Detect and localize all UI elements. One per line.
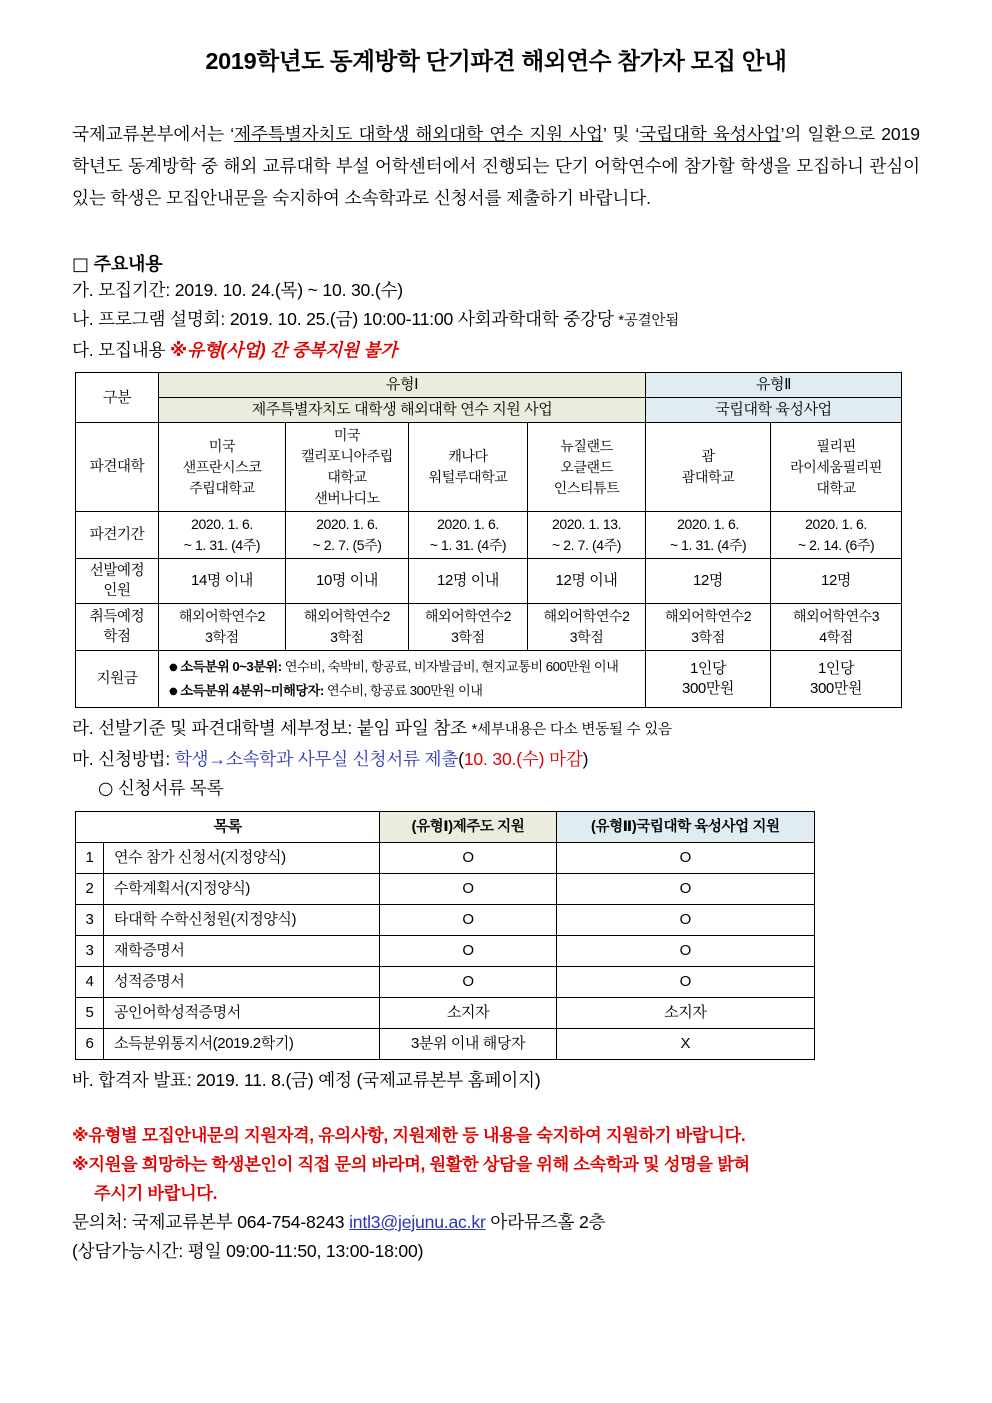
- intro-paragraph: [72, 76, 920, 214]
- item-d-text: 라. 선발기준 및 파견대학별 세부정보: 붙임 파일 참조: [72, 718, 472, 739]
- cell-credit-2: 해외어학연수2 3학점: [409, 604, 528, 651]
- bullet-icon: ●: [169, 686, 178, 698]
- warning-line-2: ※지원을 희망하는 학생본인이 직접 문의 바라며, 원활한 상담을 위해 소속학과 및 성명을 밝혀: [72, 1154, 750, 1175]
- row-label-headcount: 선발예정 인원: [76, 559, 159, 604]
- table-row-period: [76, 512, 902, 559]
- doc-type1-6: 3분위 이내 해당자: [380, 1029, 556, 1060]
- item-e-sub-label: 신청서류 목록: [117, 778, 224, 799]
- funding-bullet-2: [169, 679, 637, 703]
- funding-bullet-1-bold: 소득분위 0~3분위:: [180, 659, 282, 674]
- table-row-funding: [76, 651, 902, 708]
- section-heading-label: 주요내용: [93, 254, 163, 274]
- docs-header-type2: (유형Ⅱ)국립대학 육성사업 지원: [556, 812, 814, 843]
- cell-period-3: 2020. 1. 13. ~ 2. 7. (4주): [528, 512, 646, 559]
- cell-credit-5: 해외어학연수3 4학점: [771, 604, 902, 651]
- intro-underline1: 제주특별자치도 대학생 해외대학 연수 지원 사업: [234, 124, 603, 144]
- doc-type1-3: O: [380, 936, 556, 967]
- docs-header-row: [76, 812, 815, 843]
- doc-no-3: 3: [76, 936, 104, 967]
- cell-university-0: 미국 샌프란시스코 주립대학교: [159, 423, 286, 512]
- contact-line: [72, 1208, 920, 1237]
- cell-headcount-5: 12명: [771, 559, 902, 604]
- warning-line-1: ※유형별 모집안내문의 지원자격, 유의사항, 지원제한 등 내용을 숙지하여 지원하기 바랍니다.: [72, 1125, 746, 1146]
- funding-bullet-1-rest: 연수비, 숙박비, 항공료, 비자발급비, 현지교통비 600만원 이내: [281, 659, 619, 674]
- table-row: [76, 874, 815, 905]
- doc-no-6: 6: [76, 1029, 104, 1060]
- funding-bullet-2-bold: 소득분위 4분위~미해당자:: [180, 683, 324, 699]
- funding-bullet-2-rest: 연수비, 항공료 300만원 이내: [323, 683, 483, 699]
- contact-email-link[interactable]: intl3@jejunu.ac.kr: [349, 1212, 486, 1233]
- table-row: [76, 1029, 815, 1060]
- doc-no-1: 2: [76, 874, 104, 905]
- item-e-method: 학생→소속학과 사무실 신청서류 제출: [174, 749, 459, 770]
- row-label-credit: 취득예정 학점: [76, 604, 159, 651]
- doc-no-2: 3: [76, 905, 104, 936]
- cell-university-1: 미국 캘리포니아주립 대학교 샌버나디노: [286, 423, 409, 512]
- cell-headcount-4: 12명: [646, 559, 771, 604]
- doc-type2-3: O: [556, 936, 814, 967]
- item-d: [72, 708, 920, 745]
- doc-type1-5: 소지자: [380, 998, 556, 1029]
- row-label-funding: 지원금: [76, 651, 159, 708]
- doc-type1-0: O: [380, 843, 556, 874]
- item-c: [72, 336, 920, 365]
- item-a: [72, 276, 920, 305]
- doc-name-1: 수학계획서(지정양식): [104, 874, 380, 905]
- item-c-warning: ※유형(사업) 간 중복지원 불가: [170, 340, 398, 360]
- doc-no-5: 5: [76, 998, 104, 1029]
- doc-type2-2: O: [556, 905, 814, 936]
- cell-period-2: 2020. 1. 6. ~ 1. 31. (4주): [409, 512, 528, 559]
- table-row-headcount: [76, 559, 902, 604]
- item-a-value: 2019. 10. 24.(목) ~ 10. 30.(수): [174, 280, 403, 300]
- item-e: [72, 745, 920, 774]
- cell-funding-philippines: 1인당 300만원: [771, 651, 902, 708]
- doc-no-0: 1: [76, 843, 104, 874]
- docs-header-list: 목록: [76, 812, 380, 843]
- item-c-label: 다. 모집내용: [72, 340, 171, 360]
- documents-table: [75, 811, 815, 1060]
- cell-period-0: 2020. 1. 6. ~ 1. 31. (4주): [159, 512, 286, 559]
- doc-name-6: 소득분위통지서(2019.2학기): [104, 1029, 380, 1060]
- cell-headcount-2: 12명 이내: [409, 559, 528, 604]
- cell-period-5: 2020. 1. 6. ~ 2. 14. (6주): [771, 512, 902, 559]
- group-header-type1: 유형Ⅰ: [159, 373, 646, 398]
- intro-part2: ’ 및 ‘: [602, 124, 640, 144]
- doc-name-5: 공인어학성적증명서: [104, 998, 380, 1029]
- table-row-university: [76, 423, 902, 512]
- item-a-label: 가. 모집기간:: [72, 280, 175, 300]
- intro-part3: ’의 일환으로 2019학년도 동계방학 중 해외 교류대학 부설 어학센터에서 진행되는 단기 어학연수에 참가할 학생을 모집하니 관심이 있는 학생은 모집안내문을 숙지하여 소속학과로 신청서를 제출하기 바랍니다.: [72, 124, 920, 208]
- circle-bullet-icon: ○: [98, 779, 114, 800]
- table-row-group-subtitle: [76, 398, 902, 423]
- cell-period-1: 2020. 1. 6. ~ 2. 7. (5주): [286, 512, 409, 559]
- cell-credit-0: 해외어학연수2 3학점: [159, 604, 286, 651]
- item-f: 바. 합격자 발표: 2019. 11. 8.(금) 예정 (국제교류본부 홈페이지): [72, 1070, 541, 1091]
- table-row: [76, 905, 815, 936]
- doc-name-3: 재학증명서: [104, 936, 380, 967]
- row-label-university: 파견대학: [76, 423, 159, 512]
- doc-type2-6: X: [556, 1029, 814, 1060]
- table-row: [76, 967, 815, 998]
- item-e-deadline: 10. 30.(수) 마감: [463, 749, 583, 770]
- cell-headcount-1: 10명 이내: [286, 559, 409, 604]
- item-e-paren-close: ): [582, 749, 589, 770]
- doc-type1-4: O: [380, 967, 556, 998]
- intro-underline2: 국립대학 육성사업: [639, 124, 781, 144]
- doc-name-0: 연수 참가 신청서(지정양식): [104, 843, 380, 874]
- docs-header-type1: (유형Ⅰ)제주도 지원: [380, 812, 556, 843]
- doc-name-4: 성적증명서: [104, 967, 380, 998]
- funding-bullet-1: [169, 655, 637, 679]
- doc-type2-4: O: [556, 967, 814, 998]
- cell-credit-4: 해외어학연수2 3학점: [646, 604, 771, 651]
- intro-part1: 국제교류본부에서는 ‘: [72, 124, 235, 144]
- doc-type2-5: 소지자: [556, 998, 814, 1029]
- item-e-paren-open: (: [458, 749, 464, 770]
- cell-credit-1: 해외어학연수2 3학점: [286, 604, 409, 651]
- table-row: [76, 998, 815, 1029]
- item-e-sub: [72, 774, 920, 804]
- contact-suffix: 아라뮤즈홀 2층: [485, 1212, 606, 1233]
- item-e-label: 마. 신청방법:: [72, 749, 175, 770]
- warning-line-3: 주시기 바랍니다.: [94, 1183, 218, 1204]
- page-title: 2019학년도 동계방학 단기파견 해외연수 참가자 모집 안내: [205, 48, 787, 74]
- section-heading-main: [72, 214, 920, 276]
- bullet-icon: ●: [169, 662, 178, 674]
- doc-type2-0: O: [556, 843, 814, 874]
- item-b-value: 2019. 10. 25.(금) 10:00-11:00 사회과학대학 중강당: [229, 309, 619, 329]
- program-table: [75, 372, 902, 708]
- cell-funding-guam: 1인당 300만원: [646, 651, 771, 708]
- cell-period-4: 2020. 1. 6. ~ 1. 31. (4주): [646, 512, 771, 559]
- cell-university-5: 필리핀 라이세움필리핀 대학교: [771, 423, 902, 512]
- item-b-label: 나. 프로그램 설명회:: [72, 309, 230, 329]
- doc-type1-1: O: [380, 874, 556, 905]
- cell-university-4: 괌 괌대학교: [646, 423, 771, 512]
- cell-university-3: 뉴질랜드 오클랜드 인스티튜트: [528, 423, 646, 512]
- cell-university-2: 캐나다 워털루대학교: [409, 423, 528, 512]
- group-subtitle-type2: 국립대학 육성사업: [646, 398, 902, 423]
- cell-headcount-0: 14명 이내: [159, 559, 286, 604]
- main-corner-label: 구분: [76, 373, 159, 423]
- row-label-period: 파견기간: [76, 512, 159, 559]
- table-row: [76, 843, 815, 874]
- spacer: [72, 1095, 920, 1121]
- item-d-note: *세부내용은 다소 변동될 수 있음: [471, 722, 672, 739]
- doc-name-2: 타대학 수학신청원(지정양식): [104, 905, 380, 936]
- item-b-note: *공결안됨: [618, 313, 680, 329]
- table-row-group-header: [76, 373, 902, 398]
- contact-prefix: 문의처: 국제교류본부 064-754-8243: [72, 1212, 350, 1233]
- cell-headcount-3: 12명 이내: [528, 559, 646, 604]
- cell-credit-3: 해외어학연수2 3학점: [528, 604, 646, 651]
- doc-type2-1: O: [556, 874, 814, 905]
- table-row: [76, 936, 815, 967]
- cell-funding-type1: [159, 651, 646, 708]
- doc-no-4: 4: [76, 967, 104, 998]
- table-row-credit: [76, 604, 902, 651]
- item-b: [72, 305, 920, 336]
- doc-type1-2: O: [380, 905, 556, 936]
- square-bullet-icon: □: [72, 254, 89, 275]
- group-subtitle-type1: 제주특별자치도 대학생 해외대학 연수 지원 사업: [159, 398, 646, 423]
- group-header-type2: 유형Ⅱ: [646, 373, 902, 398]
- contact-hours: (상담가능시간: 평일 09:00-11:50, 13:00-18:00): [72, 1241, 424, 1262]
